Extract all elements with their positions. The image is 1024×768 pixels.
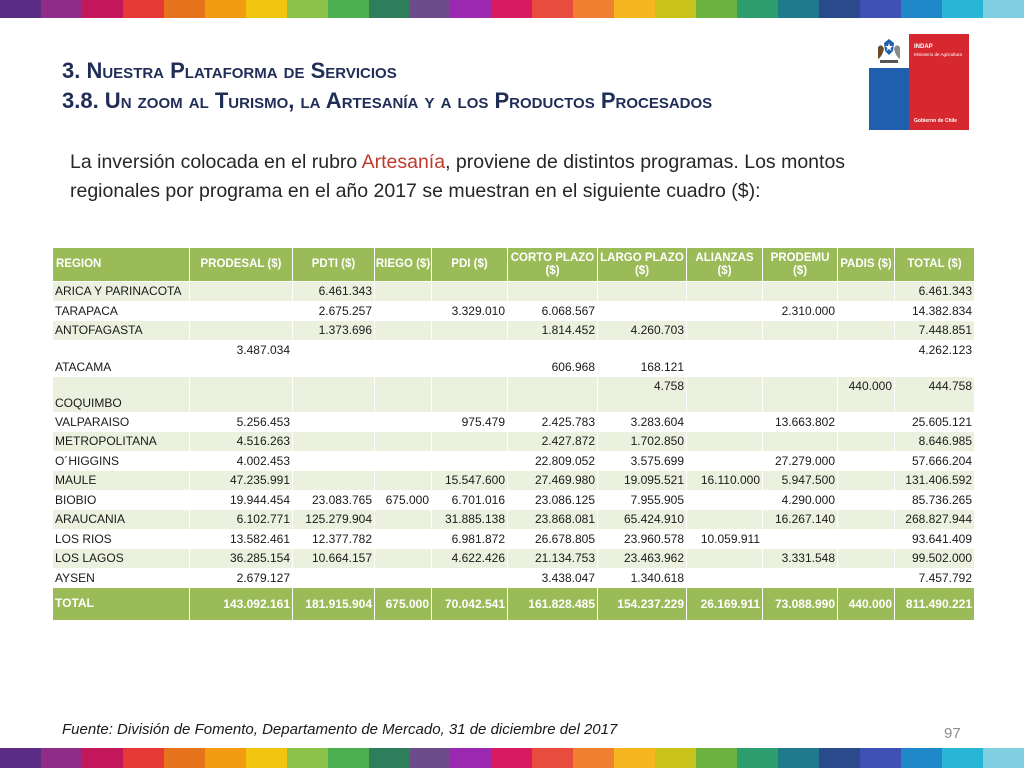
value-cell: 1.340.618 bbox=[598, 568, 687, 588]
value-cell: 27.469.980 bbox=[508, 471, 598, 491]
stripe-segment bbox=[450, 748, 491, 768]
value-cell bbox=[687, 432, 763, 452]
value-cell: 131.406.592 bbox=[895, 471, 975, 491]
value-cell: 3.438.047 bbox=[508, 568, 598, 588]
value-cell bbox=[687, 376, 763, 412]
column-header: ALIANZAS ($) bbox=[687, 248, 763, 282]
value-cell: 6.981.872 bbox=[432, 529, 508, 549]
value-cell bbox=[375, 340, 432, 376]
stripe-segment bbox=[491, 748, 532, 768]
value-cell bbox=[838, 549, 895, 569]
value-cell bbox=[293, 568, 375, 588]
value-cell bbox=[687, 510, 763, 530]
value-cell bbox=[687, 490, 763, 510]
value-cell bbox=[508, 376, 598, 412]
value-cell bbox=[763, 432, 838, 452]
value-cell: 6.701.016 bbox=[432, 490, 508, 510]
value-cell: 23.463.962 bbox=[598, 549, 687, 569]
stripe-segment bbox=[287, 748, 328, 768]
value-cell bbox=[838, 490, 895, 510]
value-cell bbox=[598, 282, 687, 302]
value-cell: 3.329.010 bbox=[432, 301, 508, 321]
value-cell: 2.675.257 bbox=[293, 301, 375, 321]
stripe-segment bbox=[696, 748, 737, 768]
value-cell bbox=[838, 451, 895, 471]
stripe-segment bbox=[123, 748, 164, 768]
table-row bbox=[53, 451, 975, 471]
value-cell bbox=[190, 301, 293, 321]
value-cell bbox=[838, 412, 895, 432]
investment-table bbox=[52, 247, 975, 621]
stripe-segment bbox=[983, 0, 1024, 18]
title-line-2: 3.8. Un zoom al Turismo, la Artesanía y a los Productos Procesados bbox=[62, 88, 713, 113]
region-cell: O´HIGGINS bbox=[53, 451, 190, 471]
intro-text-start: La inversión colocada en el rubro bbox=[70, 151, 362, 173]
value-cell: 3.487.034 bbox=[190, 340, 293, 376]
total-value-cell: 143.092.161 bbox=[190, 588, 293, 621]
value-cell bbox=[838, 471, 895, 491]
value-cell bbox=[293, 471, 375, 491]
value-cell bbox=[763, 340, 838, 376]
value-cell: 440.000 bbox=[838, 376, 895, 412]
value-cell: 8.646.985 bbox=[895, 432, 975, 452]
column-header: PRODESAL ($) bbox=[190, 248, 293, 282]
value-cell bbox=[375, 301, 432, 321]
value-cell: 19.095.521 bbox=[598, 471, 687, 491]
table-row bbox=[53, 510, 975, 530]
value-cell: 10.664.157 bbox=[293, 549, 375, 569]
value-cell bbox=[838, 301, 895, 321]
total-value-cell: 181.915.904 bbox=[293, 588, 375, 621]
stripe-segment bbox=[573, 748, 614, 768]
value-cell: 85.736.265 bbox=[895, 490, 975, 510]
table-row bbox=[53, 529, 975, 549]
value-cell: 2.425.783 bbox=[508, 412, 598, 432]
table-row bbox=[53, 340, 975, 376]
total-value-cell: 161.828.485 bbox=[508, 588, 598, 621]
region-cell: ANTOFAGASTA bbox=[53, 321, 190, 341]
value-cell bbox=[432, 432, 508, 452]
stripe-segment bbox=[205, 0, 246, 18]
value-cell: 21.134.753 bbox=[508, 549, 598, 569]
value-cell bbox=[838, 340, 895, 376]
value-cell bbox=[687, 321, 763, 341]
value-cell bbox=[838, 510, 895, 530]
region-cell: BIOBIO bbox=[53, 490, 190, 510]
value-cell bbox=[838, 432, 895, 452]
stripe-segment bbox=[246, 0, 287, 18]
value-cell: 2.679.127 bbox=[190, 568, 293, 588]
stripe-segment bbox=[41, 748, 82, 768]
value-cell: 3.331.548 bbox=[763, 549, 838, 569]
value-cell bbox=[432, 282, 508, 302]
column-header: CORTO PLAZO ($) bbox=[508, 248, 598, 282]
value-cell bbox=[293, 451, 375, 471]
stripe-segment bbox=[614, 0, 655, 18]
total-value-cell: 675.000 bbox=[375, 588, 432, 621]
bottom-color-stripe bbox=[0, 748, 1024, 768]
value-cell: 15.547.600 bbox=[432, 471, 508, 491]
table-row bbox=[53, 321, 975, 341]
region-cell: LOS RIOS bbox=[53, 529, 190, 549]
value-cell: 27.279.000 bbox=[763, 451, 838, 471]
value-cell bbox=[432, 568, 508, 588]
value-cell: 7.955.905 bbox=[598, 490, 687, 510]
value-cell: 57.666.204 bbox=[895, 451, 975, 471]
value-cell bbox=[687, 301, 763, 321]
region-cell: TARAPACA bbox=[53, 301, 190, 321]
title-line-1: 3. Nuestra Plataforma de Servicios bbox=[62, 58, 397, 83]
page-number: 97 bbox=[944, 725, 961, 742]
value-cell: 1.373.696 bbox=[293, 321, 375, 341]
value-cell: 16.110.000 bbox=[687, 471, 763, 491]
value-cell bbox=[687, 451, 763, 471]
value-cell: 606.968 bbox=[508, 340, 598, 376]
region-cell: ARAUCANIA bbox=[53, 510, 190, 530]
value-cell: 25.605.121 bbox=[895, 412, 975, 432]
stripe-segment bbox=[369, 748, 410, 768]
stripe-segment bbox=[942, 0, 983, 18]
region-cell: MAULE bbox=[53, 471, 190, 491]
value-cell bbox=[763, 321, 838, 341]
value-cell bbox=[375, 451, 432, 471]
region-cell: ARICA Y PARINACOTA bbox=[53, 282, 190, 302]
total-row bbox=[53, 588, 975, 621]
value-cell: 2.310.000 bbox=[763, 301, 838, 321]
stripe-segment bbox=[655, 748, 696, 768]
stripe-segment bbox=[287, 0, 328, 18]
table-row bbox=[53, 282, 975, 302]
stripe-segment bbox=[532, 0, 573, 18]
value-cell: 13.663.802 bbox=[763, 412, 838, 432]
stripe-segment bbox=[0, 748, 41, 768]
column-header: PDI ($) bbox=[432, 248, 508, 282]
column-header: LARGO PLAZO ($) bbox=[598, 248, 687, 282]
table-header bbox=[53, 248, 975, 282]
value-cell bbox=[293, 340, 375, 376]
intro-text-end: , proviene de distintos programas. Los montos regionales por programa en el año 2017 se muestran en el siguiente cuadro ($): bbox=[70, 151, 846, 202]
value-cell bbox=[508, 282, 598, 302]
slide-title bbox=[62, 56, 712, 116]
region-cell: COQUIMBO bbox=[53, 376, 190, 412]
value-cell bbox=[375, 376, 432, 412]
stripe-segment bbox=[778, 0, 819, 18]
value-cell: 444.758 bbox=[895, 376, 975, 412]
value-cell bbox=[687, 568, 763, 588]
value-cell: 36.285.154 bbox=[190, 549, 293, 569]
stripe-segment bbox=[532, 748, 573, 768]
stripe-segment bbox=[737, 748, 778, 768]
table-row bbox=[53, 376, 975, 412]
value-cell: 4.290.000 bbox=[763, 490, 838, 510]
value-cell bbox=[432, 451, 508, 471]
indap-logo bbox=[869, 34, 969, 130]
value-cell: 268.827.944 bbox=[895, 510, 975, 530]
stripe-segment bbox=[450, 0, 491, 18]
stripe-segment bbox=[410, 748, 451, 768]
value-cell bbox=[598, 301, 687, 321]
value-cell: 13.582.461 bbox=[190, 529, 293, 549]
region-cell: VALPARAISO bbox=[53, 412, 190, 432]
total-value-cell: 70.042.541 bbox=[432, 588, 508, 621]
value-cell: 1.814.452 bbox=[508, 321, 598, 341]
stripe-segment bbox=[491, 0, 532, 18]
value-cell: 168.121 bbox=[598, 340, 687, 376]
stripe-segment bbox=[328, 748, 369, 768]
value-cell: 22.809.052 bbox=[508, 451, 598, 471]
value-cell bbox=[838, 529, 895, 549]
value-cell bbox=[687, 282, 763, 302]
value-cell: 23.960.578 bbox=[598, 529, 687, 549]
value-cell: 16.267.140 bbox=[763, 510, 838, 530]
total-value-cell: 440.000 bbox=[838, 588, 895, 621]
table-row bbox=[53, 471, 975, 491]
value-cell: 4.262.123 bbox=[895, 340, 975, 376]
stripe-segment bbox=[369, 0, 410, 18]
table-row bbox=[53, 549, 975, 569]
stripe-segment bbox=[778, 748, 819, 768]
value-cell bbox=[375, 568, 432, 588]
stripe-segment bbox=[123, 0, 164, 18]
value-cell bbox=[838, 568, 895, 588]
intro-paragraph bbox=[70, 148, 930, 206]
stripe-segment bbox=[573, 0, 614, 18]
value-cell bbox=[293, 412, 375, 432]
value-cell: 675.000 bbox=[375, 490, 432, 510]
total-value-cell: 73.088.990 bbox=[763, 588, 838, 621]
value-cell: 99.502.000 bbox=[895, 549, 975, 569]
value-cell: 19.944.454 bbox=[190, 490, 293, 510]
stripe-segment bbox=[819, 0, 860, 18]
source-note: Fuente: División de Fomento, Departamento de Mercado, 31 de diciembre del 2017 bbox=[62, 721, 618, 738]
value-cell: 3.283.604 bbox=[598, 412, 687, 432]
value-cell: 4.516.263 bbox=[190, 432, 293, 452]
table-row bbox=[53, 568, 975, 588]
value-cell bbox=[838, 282, 895, 302]
value-cell: 14.382.834 bbox=[895, 301, 975, 321]
value-cell: 47.235.991 bbox=[190, 471, 293, 491]
region-cell: AYSEN bbox=[53, 568, 190, 588]
value-cell bbox=[375, 549, 432, 569]
table-row bbox=[53, 412, 975, 432]
column-header: REGION bbox=[53, 248, 190, 282]
value-cell bbox=[432, 321, 508, 341]
value-cell bbox=[293, 376, 375, 412]
column-header: TOTAL ($) bbox=[895, 248, 975, 282]
value-cell bbox=[293, 432, 375, 452]
stripe-segment bbox=[246, 748, 287, 768]
stripe-segment bbox=[164, 748, 205, 768]
value-cell bbox=[375, 471, 432, 491]
value-cell: 93.641.409 bbox=[895, 529, 975, 549]
value-cell: 4.002.453 bbox=[190, 451, 293, 471]
value-cell bbox=[375, 412, 432, 432]
stripe-segment bbox=[901, 0, 942, 18]
value-cell bbox=[687, 412, 763, 432]
logo-government: Gobierno de Chile bbox=[914, 118, 958, 124]
value-cell: 2.427.872 bbox=[508, 432, 598, 452]
value-cell: 65.424.910 bbox=[598, 510, 687, 530]
logo-name: INDAP bbox=[914, 44, 933, 50]
region-cell: METROPOLITANA bbox=[53, 432, 190, 452]
value-cell: 10.059.911 bbox=[687, 529, 763, 549]
coat-of-arms-icon bbox=[874, 37, 904, 65]
stripe-segment bbox=[164, 0, 205, 18]
stripe-segment bbox=[41, 0, 82, 18]
stripe-segment bbox=[205, 748, 246, 768]
value-cell: 26.678.805 bbox=[508, 529, 598, 549]
stripe-segment bbox=[0, 0, 41, 18]
value-cell bbox=[375, 282, 432, 302]
value-cell bbox=[432, 376, 508, 412]
stripe-segment bbox=[655, 0, 696, 18]
region-cell: LOS LAGOS bbox=[53, 549, 190, 569]
value-cell bbox=[687, 340, 763, 376]
stripe-segment bbox=[860, 748, 901, 768]
value-cell: 7.457.792 bbox=[895, 568, 975, 588]
stripe-segment bbox=[737, 0, 778, 18]
logo-ministry: Ministerio de Agricultura bbox=[914, 52, 963, 57]
value-cell bbox=[190, 321, 293, 341]
region-cell: ATACAMA bbox=[53, 340, 190, 376]
total-label: TOTAL bbox=[53, 588, 190, 621]
stripe-segment bbox=[328, 0, 369, 18]
stripe-segment bbox=[860, 0, 901, 18]
stripe-segment bbox=[614, 748, 655, 768]
value-cell bbox=[763, 282, 838, 302]
value-cell bbox=[763, 568, 838, 588]
total-value-cell: 154.237.229 bbox=[598, 588, 687, 621]
value-cell: 5.947.500 bbox=[763, 471, 838, 491]
value-cell: 3.575.699 bbox=[598, 451, 687, 471]
stripe-segment bbox=[983, 748, 1024, 768]
value-cell bbox=[763, 376, 838, 412]
value-cell: 5.256.453 bbox=[190, 412, 293, 432]
stripe-segment bbox=[410, 0, 451, 18]
table-row bbox=[53, 490, 975, 510]
value-cell bbox=[190, 282, 293, 302]
value-cell: 6.461.343 bbox=[895, 282, 975, 302]
stripe-segment bbox=[901, 748, 942, 768]
value-cell: 7.448.851 bbox=[895, 321, 975, 341]
value-cell: 125.279.904 bbox=[293, 510, 375, 530]
header-row bbox=[53, 248, 975, 282]
table-row bbox=[53, 301, 975, 321]
total-value-cell: 811.490.221 bbox=[895, 588, 975, 621]
value-cell: 23.086.125 bbox=[508, 490, 598, 510]
value-cell bbox=[375, 510, 432, 530]
value-cell bbox=[375, 529, 432, 549]
value-cell bbox=[687, 549, 763, 569]
value-cell bbox=[375, 321, 432, 341]
value-cell: 975.479 bbox=[432, 412, 508, 432]
value-cell: 6.102.771 bbox=[190, 510, 293, 530]
top-color-stripe bbox=[0, 0, 1024, 18]
value-cell: 4.758 bbox=[598, 376, 687, 412]
stripe-segment bbox=[82, 0, 123, 18]
value-cell bbox=[763, 529, 838, 549]
stripe-segment bbox=[819, 748, 860, 768]
column-header: RIEGO ($) bbox=[375, 248, 432, 282]
value-cell: 1.702.850 bbox=[598, 432, 687, 452]
column-header: PADIS ($) bbox=[838, 248, 895, 282]
stripe-segment bbox=[82, 748, 123, 768]
table-body bbox=[53, 282, 975, 621]
stripe-segment bbox=[942, 748, 983, 768]
value-cell: 4.622.426 bbox=[432, 549, 508, 569]
column-header: PDTI ($) bbox=[293, 248, 375, 282]
stripe-segment bbox=[696, 0, 737, 18]
value-cell bbox=[375, 432, 432, 452]
value-cell bbox=[838, 321, 895, 341]
total-value-cell: 26.169.911 bbox=[687, 588, 763, 621]
value-cell: 6.068.567 bbox=[508, 301, 598, 321]
intro-highlight: Artesanía bbox=[361, 151, 446, 173]
table-row bbox=[53, 432, 975, 452]
value-cell: 23.868.081 bbox=[508, 510, 598, 530]
value-cell bbox=[190, 376, 293, 412]
value-cell: 31.885.138 bbox=[432, 510, 508, 530]
column-header: PRODEMU ($) bbox=[763, 248, 838, 282]
value-cell: 6.461.343 bbox=[293, 282, 375, 302]
value-cell: 23.083.765 bbox=[293, 490, 375, 510]
value-cell: 4.260.703 bbox=[598, 321, 687, 341]
value-cell bbox=[432, 340, 508, 376]
value-cell: 12.377.782 bbox=[293, 529, 375, 549]
